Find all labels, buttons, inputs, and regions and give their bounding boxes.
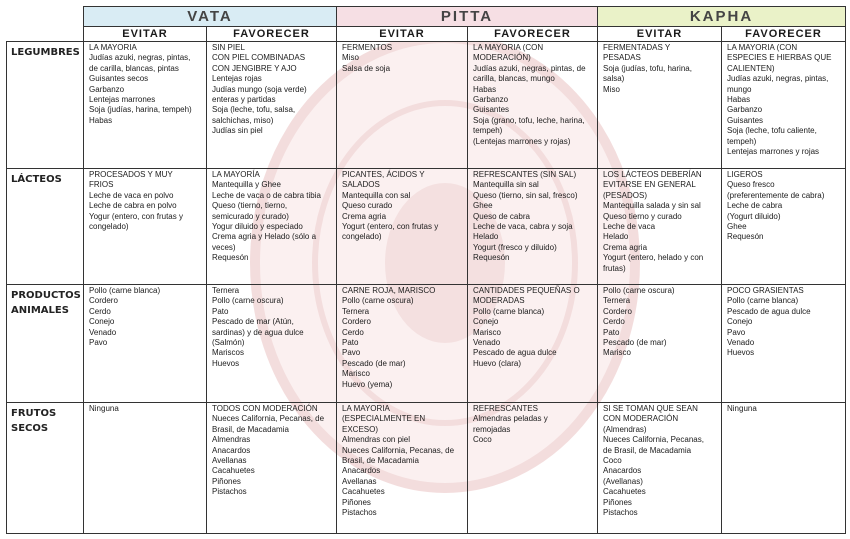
food-item: CON JENGIBRE Y AJO: [212, 63, 297, 73]
food-item: LIGEROS: [727, 170, 763, 180]
food-item: CALIENTEN): [727, 63, 775, 73]
food-item: MODERACIÓN): [473, 53, 531, 63]
food-item: Brasil, de Macadamia: [342, 455, 419, 465]
dosha-food-table: [6, 6, 846, 534]
food-item: Guisantes: [473, 105, 510, 115]
food-item: (PESADOS): [603, 190, 648, 200]
pitta-avoid-header: EVITAR: [337, 27, 468, 42]
food-item: Cordero: [342, 317, 371, 327]
food-item: Brasil, de Macadamia: [212, 424, 289, 434]
food-item: frutas): [603, 263, 626, 273]
vata-favor-cell: [207, 284, 337, 402]
food-item: Leche de vaca: [603, 222, 656, 232]
food-item: Pistachos: [603, 507, 638, 517]
food-item: Pollo (carne oscura): [212, 296, 284, 306]
food-item: Nueces California, Pecanas,: [603, 435, 704, 445]
food-item: Pavo: [342, 348, 361, 358]
food-item: Pavo: [727, 327, 746, 337]
food-item: Judías azuki, negras, pintas,: [89, 53, 191, 63]
pitta-avoid-cell: [337, 402, 468, 533]
food-item: Crema agria: [603, 242, 648, 252]
table-row: [7, 42, 846, 169]
food-item: Almendras con piel: [342, 435, 411, 445]
food-item: Soja (leche, tofu caliente,: [727, 126, 817, 136]
food-item: LA MAYORIA (CON: [727, 43, 798, 52]
food-item: Ternera: [212, 285, 240, 295]
row-category-label: PRODUCTOS ANIMALES: [7, 284, 84, 402]
dosha-header-vata: VATA: [84, 7, 337, 27]
food-item: PROCESADOS Y MUY: [89, 170, 173, 180]
food-item: Leche de vaca o de cabra tibia: [212, 190, 321, 200]
food-item: (preferentemente de cabra): [727, 190, 825, 200]
food-item: Miso: [342, 53, 359, 63]
food-item: Queso tierno y curado: [603, 211, 682, 221]
kapha-avoid-cell: [598, 402, 722, 533]
table-row: [7, 402, 846, 533]
food-item: Mantequilla salada y sin sal: [603, 201, 701, 211]
food-item: (Yogurt diluido): [727, 211, 781, 221]
food-item: Ternera: [342, 306, 370, 316]
food-item: Huevo (clara): [473, 358, 522, 368]
kapha-avoid-cell: [598, 169, 722, 285]
food-item: Pistachos: [212, 487, 247, 497]
food-item: LA MAYORIA: [89, 43, 137, 52]
food-item: Cerdo: [342, 327, 364, 337]
food-item: Cordero: [89, 296, 118, 306]
food-item: Cerdo: [603, 317, 625, 327]
food-item: Coco: [603, 455, 622, 465]
food-item: tempeh): [473, 126, 503, 136]
food-item: Huevos: [212, 358, 240, 368]
food-item: Nueces California, Pecanas, de: [212, 414, 325, 424]
food-item: (Lentejas marrones y rojas): [473, 136, 571, 146]
food-item: Pescado (de mar): [342, 358, 406, 368]
food-item: Almendras: [212, 435, 251, 445]
food-item: TODOS CON MODERACIÓN: [212, 403, 318, 413]
kapha-avoid-cell: [598, 42, 722, 169]
food-item: Queso (tierno, tierno,: [212, 201, 288, 211]
food-item: Queso (tierno, sin sal, fresco): [473, 190, 578, 200]
pitta-favor-cell: [468, 402, 598, 533]
food-item: Garbanzo: [89, 84, 125, 94]
food-item: CARNE ROJA, MARISCO: [342, 285, 436, 295]
food-item: Cacahuetes: [342, 487, 385, 497]
kapha-favor-cell: [722, 42, 846, 169]
food-item: Miso: [603, 84, 620, 94]
food-item: Yogurt (fresco y diluido): [473, 242, 557, 252]
food-item: Leche de cabra: [727, 201, 783, 211]
food-item: FERMENTOS: [342, 43, 393, 52]
food-item: Huevos: [727, 348, 755, 358]
food-item: (ESPECIALMENTE EN: [342, 414, 426, 424]
food-item: CANTIDADES PEQUEÑAS O: [473, 285, 580, 295]
food-item: Leche de cabra en polvo: [89, 201, 177, 211]
pitta-avoid-cell: [337, 284, 468, 402]
food-item: REFRESCANTES (SIN SAL): [473, 170, 577, 180]
food-item: Leche de vaca, cabra y soja: [473, 222, 573, 232]
food-item: PESADAS: [603, 53, 641, 63]
food-item: Venado: [727, 338, 755, 347]
food-item: semicurado y curado): [212, 211, 289, 221]
food-item: Pato: [603, 327, 620, 337]
food-item: FRIOS: [89, 180, 114, 190]
food-item: SALADOS: [342, 180, 380, 190]
food-item: Avellanas: [342, 476, 377, 486]
food-item: MODERADAS: [473, 296, 525, 306]
row-category-label: FRUTOS SECOS: [7, 402, 84, 533]
food-item: Anacardos: [603, 466, 642, 476]
food-item: CON MODERACIÓN: [603, 414, 679, 424]
food-item: Guisantes secos: [89, 74, 149, 84]
vata-avoid-header: EVITAR: [84, 27, 207, 42]
food-item: Salsa de soja: [342, 63, 391, 73]
food-item: Queso de cabra: [473, 211, 530, 221]
food-item: Requesón: [473, 253, 510, 263]
food-item: Crema agria: [342, 211, 387, 221]
food-item: Ninguna: [727, 403, 757, 413]
food-item: Anacardos: [212, 445, 251, 455]
food-item: Mantequilla y Ghee: [212, 180, 281, 190]
vata-favor-cell: [207, 402, 337, 533]
food-item: Pollo (carne blanca): [89, 285, 161, 295]
vata-avoid-cell: [84, 402, 207, 533]
food-item: Lentejas marrones y rojas: [727, 147, 820, 157]
food-item: Pavo: [89, 338, 108, 347]
food-item: Judías mungo (soja verde): [212, 84, 307, 94]
food-item: carilla, blancas, mungo: [473, 74, 555, 84]
food-item: LOS LÁCTEOS DEBERÍAN: [603, 170, 702, 180]
food-item: Soja (leche, tofu, salsa,: [212, 105, 296, 115]
food-item: Piñones: [342, 497, 371, 507]
food-item: Pollo (carne oscura): [603, 285, 675, 295]
food-item: Soja (judías, tofu, harina,: [603, 63, 692, 73]
kapha-favor-cell: [722, 284, 846, 402]
food-item: Venado: [473, 338, 501, 347]
food-item: REFRESCANTES: [473, 403, 538, 413]
food-item: Habas: [89, 115, 113, 125]
food-item: Pato: [342, 338, 359, 347]
food-item: Piñones: [212, 476, 241, 486]
food-item: Queso curado: [342, 201, 393, 211]
food-item: Ghee: [727, 222, 747, 232]
dosha-header-kapha: KAPHA: [598, 7, 846, 27]
food-item: remojadas: [473, 424, 511, 434]
food-item: congelado): [342, 232, 382, 242]
food-item: Ghee: [473, 201, 493, 211]
food-item: ESPECIES E HIERBAS QUE: [727, 53, 832, 63]
food-item: Marisco: [603, 348, 632, 358]
food-item: Yogur diluido y especiado: [212, 222, 303, 232]
food-item: Ninguna: [89, 403, 119, 413]
pitta-favor-cell: [468, 169, 598, 285]
food-item: tempeh): [727, 136, 757, 146]
food-item: mungo: [727, 84, 752, 94]
pitta-favor-cell: [468, 284, 598, 402]
food-item: Guisantes: [727, 115, 764, 125]
food-item: Conejo: [473, 317, 499, 327]
food-item: Pescado de agua dulce: [473, 348, 557, 358]
food-item: CON PIEL COMBINADAS: [212, 53, 306, 63]
row-category-label: LÁCTEOS: [7, 169, 84, 285]
food-item: Leche de vaca en polvo: [89, 190, 174, 200]
food-item: Mantequilla con sal: [342, 190, 411, 200]
pitta-favor-cell: [468, 42, 598, 169]
food-item: Marisco: [473, 327, 502, 337]
food-item: LA MAYORÍA: [212, 170, 260, 180]
food-item: (Almendras): [603, 424, 647, 434]
food-item: Pescado de agua dulce: [727, 306, 811, 316]
food-item: Pollo (carne oscura): [342, 296, 414, 306]
food-item: Judías sin piel: [212, 126, 263, 136]
food-item: Cordero: [603, 306, 632, 316]
food-item: Yogurt (entero, con frutas y: [342, 222, 439, 232]
food-item: (Salmón): [212, 338, 245, 347]
food-item: Habas: [473, 84, 497, 94]
pitta-favor-header: FAVORECER: [468, 27, 598, 42]
food-item: EXCESO): [342, 424, 379, 434]
food-item: Pollo (carne blanca): [727, 296, 799, 306]
food-item: POCO GRASIENTAS: [727, 285, 804, 295]
food-item: salchichas, miso): [212, 115, 274, 125]
food-item: Mariscos: [212, 348, 245, 358]
kapha-avoid-header: EVITAR: [598, 27, 722, 42]
food-item: Cerdo: [89, 306, 111, 316]
food-item: LA MAYORIA (CON: [473, 43, 544, 52]
food-item: sardinas) y de agua dulce: [212, 327, 304, 337]
food-item: Garbanzo: [727, 105, 763, 115]
food-item: Anacardos: [342, 466, 381, 476]
pitta-avoid-cell: [337, 42, 468, 169]
dosha-header-pitta: PITTA: [337, 7, 598, 27]
food-item: FERMENTADAS Y: [603, 43, 671, 52]
row-category-label: LEGUMBRES: [7, 42, 84, 169]
food-item: Nueces California, Pecanas, de: [342, 445, 455, 455]
food-item: Garbanzo: [473, 95, 509, 105]
food-item: Helado: [473, 232, 499, 242]
food-item: Requesón: [727, 232, 764, 242]
food-item: Mantequilla sin sal: [473, 180, 539, 190]
food-item: Yogurt (entero, helado y con: [603, 253, 704, 263]
vata-avoid-cell: [84, 284, 207, 402]
food-item: Requesón: [212, 253, 249, 263]
food-item: Pescado (de mar): [603, 338, 667, 347]
food-item: veces): [212, 242, 236, 252]
food-item: Pollo (carne blanca): [473, 306, 545, 316]
food-item: Conejo: [89, 317, 115, 327]
food-item: de Brasil, de Macadamia: [603, 445, 692, 455]
food-item: Judías azuki, negras, pintas,: [727, 74, 829, 84]
food-item: enteras y partidas: [212, 95, 276, 105]
food-item: Lentejas rojas: [212, 74, 262, 84]
kapha-avoid-cell: [598, 284, 722, 402]
food-item: Lentejas marrones: [89, 95, 156, 105]
vata-avoid-cell: [84, 42, 207, 169]
food-item: SI SE TOMAN QUE SEAN: [603, 403, 698, 413]
food-item: Ternera: [603, 296, 631, 306]
food-item: Judías azuki, negras, pintas, de: [473, 63, 586, 73]
food-item: Almendras peladas y: [473, 414, 548, 424]
food-item: Piñones: [603, 497, 632, 507]
table-corner: [7, 7, 84, 42]
food-item: Helado: [603, 232, 629, 242]
food-item: Coco: [473, 435, 492, 445]
food-item: Pistachos: [342, 507, 377, 517]
food-item: Cacahuetes: [212, 466, 255, 476]
food-item: (Avellanas): [603, 476, 643, 486]
food-item: Habas: [727, 95, 751, 105]
food-item: Huevo (yema): [342, 379, 393, 389]
food-item: Crema agria y Helado (sólo a: [212, 232, 317, 242]
food-item: Yogur (entero, con frutas y: [89, 211, 183, 221]
food-item: Conejo: [727, 317, 753, 327]
vata-favor-header: FAVORECER: [207, 27, 337, 42]
food-item: Marisco: [342, 369, 371, 379]
food-item: Pato: [212, 306, 229, 316]
table-row: [7, 169, 846, 285]
table-row: [7, 284, 846, 402]
food-item: PICANTES, ÁCIDOS Y: [342, 170, 425, 180]
vata-avoid-cell: [84, 169, 207, 285]
kapha-favor-cell: [722, 169, 846, 285]
food-item: Venado: [89, 327, 117, 337]
food-item: Queso fresco: [727, 180, 775, 190]
kapha-favor-cell: [722, 402, 846, 533]
food-item: Cacahuetes: [603, 487, 646, 497]
food-item: Avellanas: [212, 455, 247, 465]
food-item: LA MAYORIA: [342, 403, 390, 413]
food-item: SIN PIEL: [212, 43, 245, 52]
food-item: salsa): [603, 74, 625, 84]
food-item: de carilla, blancas, pintas: [89, 63, 179, 73]
food-item: EVITARSE EN GENERAL: [603, 180, 696, 190]
food-item: Soja (judías, harina, tempeh): [89, 105, 192, 115]
food-item: congelado): [89, 222, 129, 232]
vata-favor-cell: [207, 169, 337, 285]
vata-favor-cell: [207, 42, 337, 169]
food-item: Soja (grano, tofu, leche, harina,: [473, 115, 585, 125]
kapha-favor-header: FAVORECER: [722, 27, 846, 42]
pitta-avoid-cell: [337, 169, 468, 285]
food-item: Pescado de mar (Atún,: [212, 317, 294, 327]
